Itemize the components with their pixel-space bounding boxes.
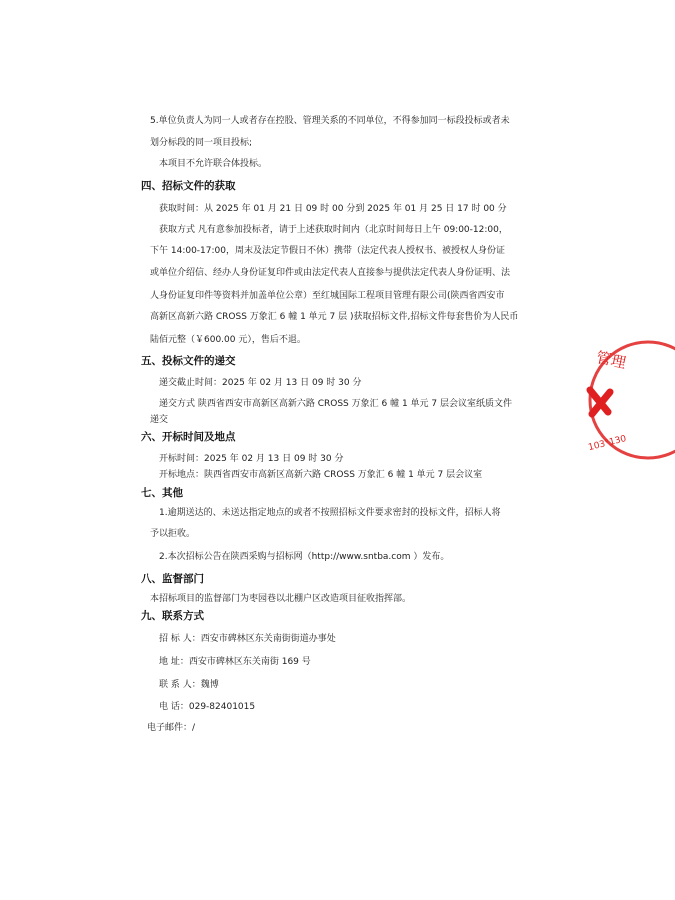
acquire-method-line-4: 人身份证复印件等资料并加盖单位公章）至红城国际工程项目管理有限公司(陕西省西安市 [150,291,505,301]
acquire-method-line-2: 下午 14:00-17:00，周末及法定节假日不休）携带（法定代表人授权书、被授权人身份证 [150,246,505,256]
contact-phone: 电 话：029-82401015 [159,702,256,712]
contact-address: 地 址：西安市碑林区东关南街 169 号 [159,657,311,667]
acquire-method-line-5: 高新区高新六路 CROSS 万象汇 6 幢 1 单元 7 层 )获取招标文件,招标文件每套售价为人民币 [150,312,519,322]
acquire-time: 获取时间：从 2025 年 01 月 21 日 09 时 00 分到 2025 年 01 月 25 日 17 时 00 分 [159,204,507,214]
other-item-1-line-1: 1.逾期送达的、未送达指定地点的或者不按照招标文件要求密封的投标文件，招标人将 [159,508,501,518]
submit-method-line-1: 递交方式 陕西省西安市高新区高新六路 CROSS 万象汇 6 幢 1 单元 7 层会议室纸质文件 [159,399,512,409]
submit-deadline: 递交截止时间：2025 年 02 月 13 日 09 时 30 分 [159,378,362,388]
consortium-note: 本项目不允许联合体投标。 [159,159,268,169]
opening-place: 开标地点：陕西省西安市高新区高新六路 CROSS 万象汇 6 幢 1 单元 7 层会议室 [159,470,483,480]
section-5-heading: 五、投标文件的递交 [141,355,236,367]
official-seal-stamp [586,340,675,460]
section-7-heading: 七、其他 [141,487,183,499]
contact-email: 电子邮件：/ [147,723,196,733]
section-6-heading: 六、开标时间及地点 [141,431,236,443]
seal-text-top: 管理 [594,348,628,372]
other-item-2: 2.本次招标公告在陕西采购与招标网（http://www.sntba.com ）发布。 [159,552,450,562]
submit-method-line-2: 递交 [150,415,169,425]
acquire-method-line-1: 获取方式 凡有意参加投标者，请于上述获取时间内（北京时间每日上午 09:00-12:00， [159,225,508,235]
opening-time: 开标时间：2025 年 02 月 13 日 09 时 30 分 [159,454,344,464]
supervision-text: 本招标项目的监督部门为枣园巷以北棚户区改造项目征收指挥部。 [150,594,412,604]
para-5-line-2: 划分标段的同一项目投标; [150,138,253,148]
section-9-heading: 九、联系方式 [141,610,204,622]
contact-tenderer: 招 标 人：西安市碑林区东关南街街道办事处 [159,634,336,644]
para-5-line-1: 5.单位负责人为同一人或者存在控股、管理关系的不同单位，不得参加同一标段投标或者未 [150,116,510,126]
section-8-heading: 八、监督部门 [141,573,204,585]
other-item-1-line-2: 予以拒收。 [150,529,196,539]
section-4-heading: 四、招标文件的获取 [141,180,236,192]
seal-text-bottom: 103°130 [587,434,628,454]
seal-star-mark [590,390,610,414]
contact-person: 联 系 人：魏博 [159,680,219,690]
acquire-method-line-3: 或单位介绍信、经办人身份证复印件或由法定代表人直接参与提供法定代表人身份证明、法 [150,268,511,278]
acquire-method-line-6: 陆佰元整（￥600.00 元），售后不退。 [150,335,306,345]
